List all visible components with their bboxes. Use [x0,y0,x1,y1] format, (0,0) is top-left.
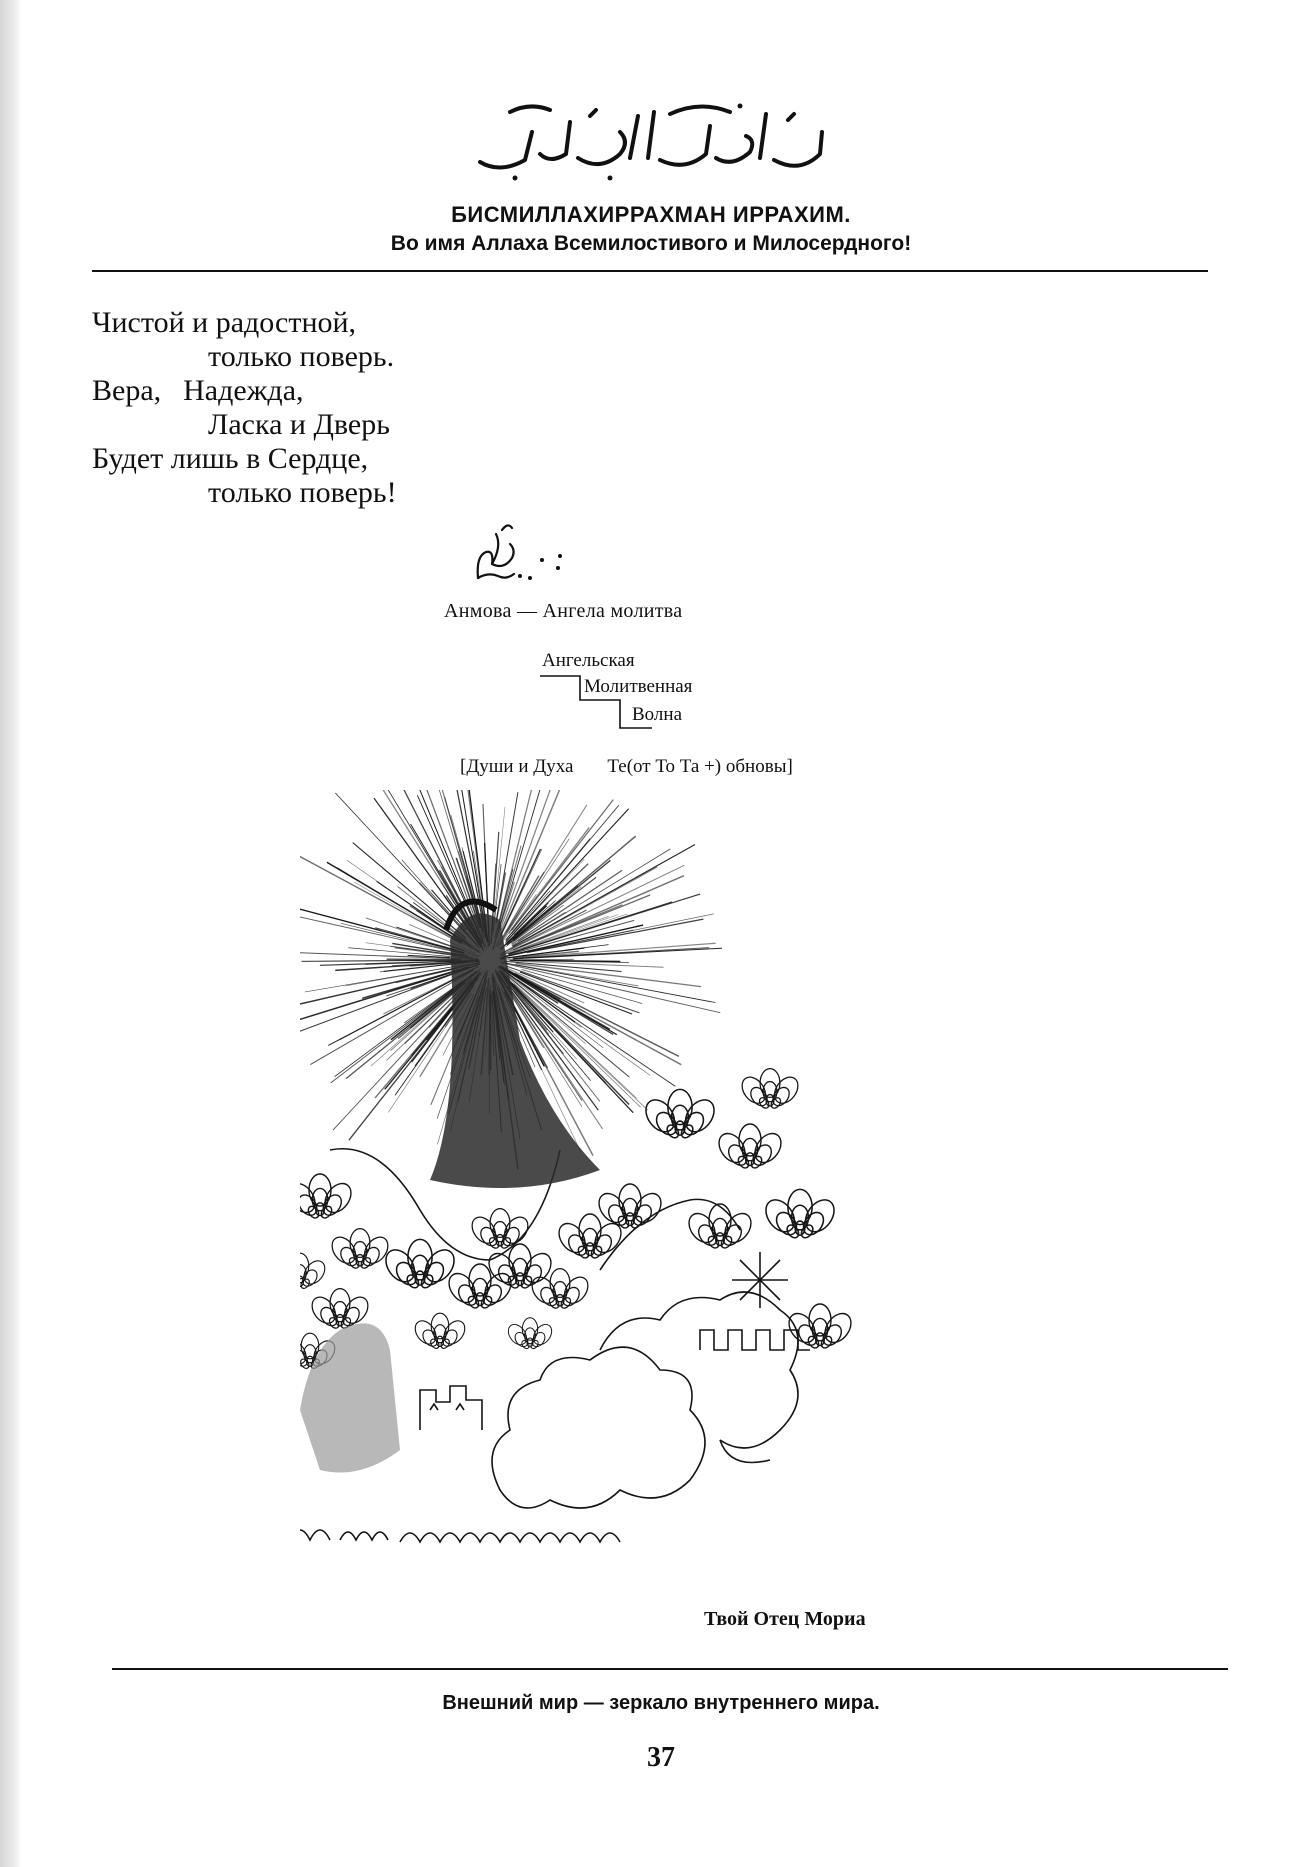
renewal-caption-part1: [Души и Духа [460,756,574,777]
petal-shape [640,1094,680,1137]
flower-icon [737,1069,802,1110]
renewal-caption [460,756,793,778]
flower-icon [300,1174,356,1220]
petal-shape [467,1213,500,1248]
flower-icon [527,1269,592,1310]
poem-line: Ласка и Дверь [208,408,390,441]
flower-icon [684,1204,757,1250]
petal-shape [411,1317,440,1348]
page-gutter-shadow [0,0,22,1867]
poem-line: только поверь! [208,476,397,509]
petal-shape [750,1129,787,1168]
stair-diagram [540,648,760,748]
top-divider [92,270,1208,272]
petal-shape [530,1321,556,1348]
petal-shape [684,1209,721,1248]
flower-icon [760,1189,840,1240]
petal-shape [327,1233,360,1268]
petal-shape [630,1189,667,1228]
petal-shape [679,1123,695,1140]
petal-shape [505,1321,531,1348]
petal-shape [300,1267,320,1289]
petal-shape [519,1274,534,1290]
petal-shape [340,1293,373,1328]
petal-shape [527,1273,560,1308]
anmova-caption: Анмова — Ангела молитва [444,600,683,622]
angel-glyph-icon [472,516,582,588]
central-figure [430,902,600,1188]
petal-shape [629,1214,644,1230]
petal-shape [439,1338,451,1350]
radiant-figure-drawing-icon [300,790,1000,1600]
petal-shape [719,1234,734,1250]
petal-shape [770,1073,803,1108]
poem-line [92,374,397,408]
petal-shape [529,1339,539,1350]
petal-shape [680,1094,720,1137]
poem-line: только поверь. [208,340,395,373]
petal-shape [380,1244,420,1287]
ray-line [335,793,479,948]
ray-line [513,844,695,946]
ray-line [331,981,465,1083]
ray-line [302,960,453,961]
poem-word-vera: Вера, [92,374,162,407]
petal-shape [420,1244,460,1287]
flower-icon [505,1318,556,1350]
flower-icon [467,1209,532,1250]
petal-shape [320,1179,357,1218]
ray-line [516,963,701,986]
petal-shape [300,1278,301,1290]
petal-shape [554,1219,591,1258]
petal-shape [737,1073,770,1108]
shaded-figure [300,1323,400,1472]
petal-shape [360,1233,393,1268]
ray-line [387,959,461,960]
petal-shape [820,1309,857,1348]
flower-icon [714,1124,787,1170]
petal-shape [760,1194,800,1237]
petal-shape [520,1249,557,1288]
poem-line: Чистой и радостной, [92,306,357,339]
petal-shape [440,1317,469,1348]
flower-icon [484,1244,557,1290]
signature: Твой Отец Мориа [704,1608,866,1630]
poem-line: Будет лишь в Сердце, [92,442,369,475]
poem [92,306,397,510]
basmala-title: БИСМИЛЛАХИРРАХМАН ИРРАХИМ. [451,202,851,227]
ray-line [506,963,711,1002]
renewal-caption-part2: Те(от То Та +) обновы] [607,756,793,777]
petal-shape [500,1213,533,1248]
petal-shape [480,1269,517,1308]
petal-shape [800,1194,840,1237]
basmala-translation: Во имя Аллаха Всемилостивого и Милосердного! [390,232,912,255]
flower-icon [300,1253,329,1290]
flower-icon [594,1184,667,1230]
bottom-divider [112,1668,1228,1670]
petal-shape [319,1204,334,1220]
petal-shape [749,1154,764,1170]
basmala-calligraphy-icon [470,92,830,182]
petal-shape [300,1257,329,1288]
petal-shape [589,1244,604,1260]
petal-shape [419,1273,435,1290]
ray-line [515,973,679,1056]
petal-shape [799,1223,815,1240]
stair-word-2: Молитвенная [584,676,693,697]
flower-icon [327,1229,392,1270]
petal-shape [479,1294,494,1310]
flower-icon [380,1239,460,1290]
page-number: 37 [647,1742,675,1773]
stair-word-1: Ангельская [542,650,635,671]
flower-icon [444,1264,517,1310]
flower-petals [300,1069,856,1370]
petal-shape [300,1278,311,1290]
petal-shape [590,1219,627,1258]
footer-motto: Внешний мир — зеркало внутреннего мира. [442,1692,880,1714]
flower-icon [411,1313,469,1350]
flower-icon [640,1089,720,1140]
petal-shape [714,1129,751,1168]
petal-shape [784,1309,821,1348]
ray-line [310,970,473,1064]
petal-shape [359,1256,372,1270]
petal-shape [819,1334,834,1350]
flower-icon [554,1214,627,1260]
petal-shape [560,1273,593,1308]
stair-word-3: Волна [632,704,683,725]
poem-word-nadezhda: Надежда, [183,374,304,407]
petal-shape [307,1293,340,1328]
petal-shape [559,1296,572,1310]
petal-shape [769,1096,782,1110]
